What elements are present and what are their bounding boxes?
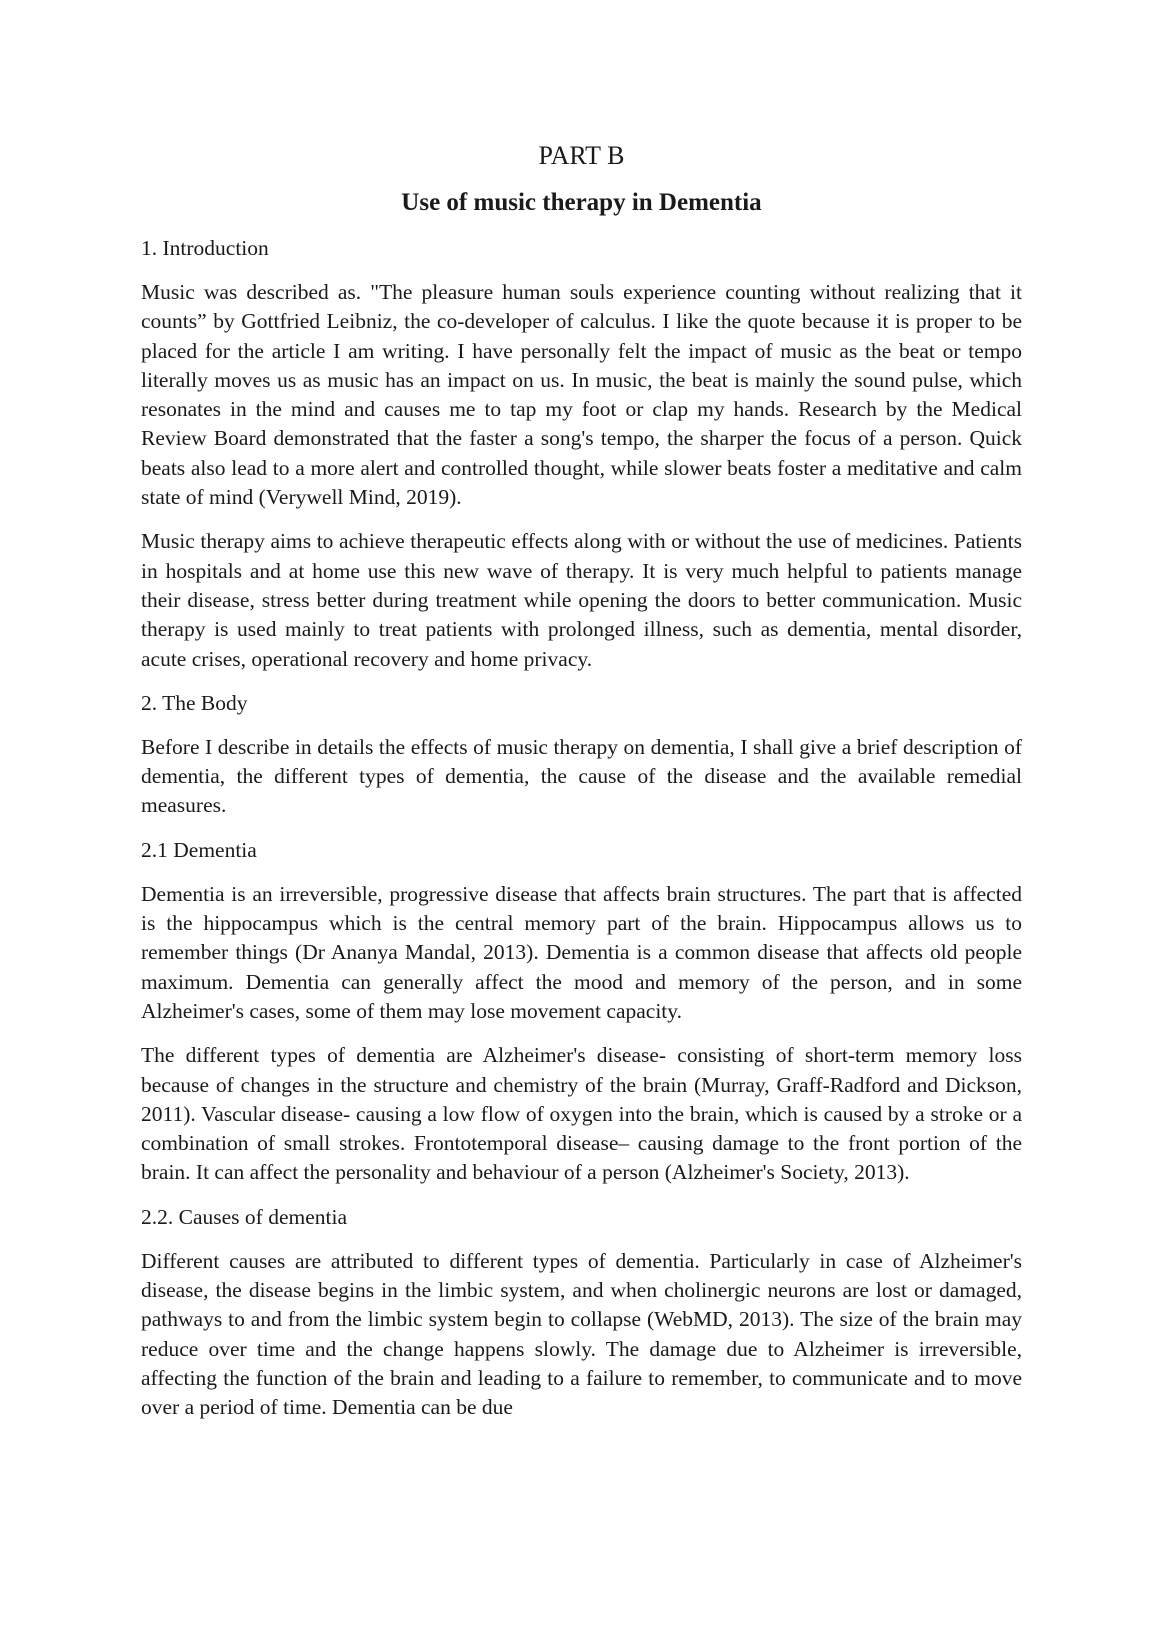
- paragraph: Different causes are attributed to different types of dementia. Particularly in case of Alzheimer's disease, the disease begins in the limbic system, and when cholinergic neurons are lost or damaged, pathways to and from the limbic system begin to collapse (WebMD, 2013). The size of the brain may reduce over time and the change happens slowly. The damage due to Alzheimer is irreversible, affecting the function of the brain and leading to a failure to remember, to communicate and to move over a period of time. Dementia can be due: [141, 1248, 1022, 1420]
- page-body: [141, 140, 1022, 1423]
- paragraph: Music therapy aims to achieve therapeutic effects along with or without the use of medicines. Patients in hospitals and at home use this new wave of therapy. It is very much helpful to patients manage their disease, stress better during treatment while opening the doors to better communication. Music therapy is used mainly to treat patients with prolonged illness, such as dementia, mental disorder, acute crises, operational recovery and home privacy.: [141, 529, 1022, 671]
- section-heading-causes-of-dementia: 2.2. Causes of dementia: [141, 1204, 347, 1229]
- document-title: Use of music therapy in Dementia: [401, 189, 762, 216]
- paragraph: The different types of dementia are Alzheimer's disease- consisting of short-term memory loss because of changes in the structure and chemistry of the brain (Murray, Graff-Radford and Dickson, 2011). Vascular disease- causing a low flow of oxygen into the brain, which is caused by a stroke or a combination of small strokes. Frontotemporal disease– causing damage to the front portion of the brain. It can affect the personality and behaviour of a person (Alzheimer's Society, 2013).: [141, 1043, 1022, 1185]
- section-heading-introduction: 1. Introduction: [141, 236, 269, 260]
- section-heading-the-body: 2. The Body: [141, 690, 248, 715]
- paragraph: Dementia is an irreversible, progressive disease that affects brain structures. The part that is affected is the hippocampus which is the central memory part of the brain. Hippocampus allows us to remember things (Dr Ananya Mandal, 2013). Dementia is a common disease that affects old people maximum. Dementia can generally affect the mood and memory of the person, and in some Alzheimer's cases, some of them may lose movement capacity.: [141, 881, 1022, 1023]
- paragraph: Before I describe in details the effects of music therapy on dementia, I shall give a brief description of dementia, the different types of dementia, the cause of the disease and the available remedial measures.: [141, 734, 1022, 818]
- paragraph: Music was described as. "The pleasure human souls experience counting without realizing that it counts” by Gottfried Leibniz, the co-developer of calculus. I like the quote because it is proper to be placed for the article I am writing. I have personally felt the impact of music as the beat or tempo literally moves us as music has an impact on us. In music, the beat is mainly the sound pulse, which resonates in the mind and causes me to tap my foot or clap my hands. Research by the Medical Review Board demonstrated that the faster a song's tempo, the sharper the focus of a person. Quick beats also lead to a more alert and controlled thought, while slower beats foster a meditative and calm state of mind (Verywell Mind, 2019).: [141, 280, 1022, 510]
- part-title: PART B: [538, 141, 625, 170]
- section-heading-dementia: 2.1 Dementia: [141, 837, 257, 862]
